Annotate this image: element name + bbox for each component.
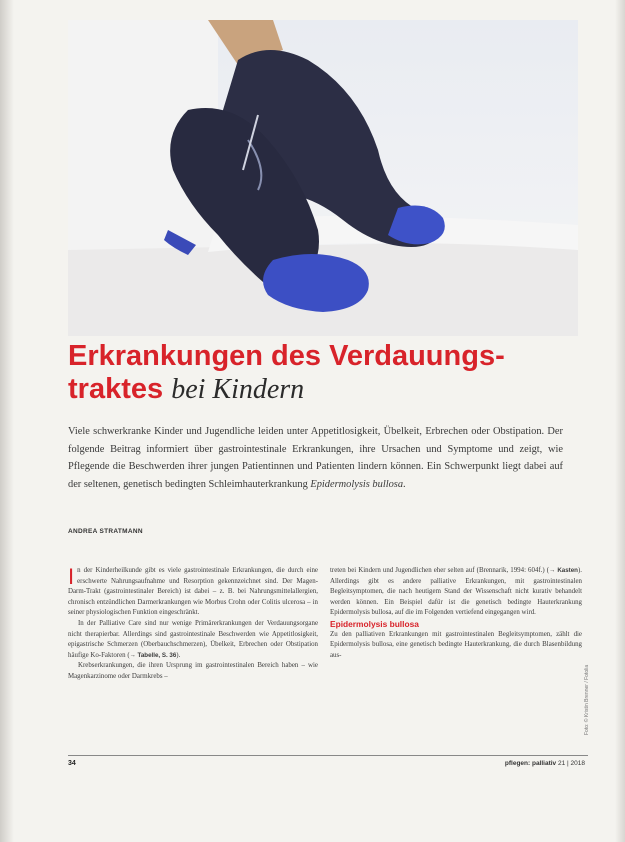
hero-photo	[68, 20, 578, 336]
left-paragraph-2-text: In der Palliative Care sind nur wenige Primärerkrankungen der Verdauungsorgane nicht therapierbar. Allerdings sind gastrointestinale Beschwerden wie Appetitlosigkeit, epigastrische Schmerzen (Oberbauchschmerzen), Übelkeit, Erbrechen oder Obstipation häufige Ko-Faktoren (	[68, 619, 318, 659]
table-reference-link[interactable]: → Tabelle, S. 36	[129, 651, 177, 659]
footer-divider	[68, 755, 588, 756]
scan-right-edge	[615, 0, 625, 842]
left-paragraph-2-end: ).	[176, 651, 181, 659]
right-paragraph-1-text: treten bei Kindern und Jugendlichen eher selten auf (Brennarik, 1994: 604f.) (	[330, 567, 550, 574]
lead-text: Viele schwerkranke Kinder und Jugendliche leiden unter Appetitlosigkeit, Übelkeit, Erbrechen oder Obstipation. Der folgende Beitrag informiert über gastrointestinale Erkrankungen, ihre Ursachen und Symptome und zeigt, wie Pflegende die Beschwerden ihrer jungen Patientinnen und Patienten lindern können. Ein Schwerpunkt liegt dabei auf der seltenen, genetisch bedingten Schleimhauterkrankung	[68, 426, 563, 490]
article-title	[68, 340, 588, 406]
scan-left-edge	[0, 0, 14, 842]
author-name: ANDREA STRATMANN	[68, 528, 143, 535]
title-italic-phrase: bei Kindern	[171, 374, 305, 405]
page-number: 34	[68, 760, 76, 767]
left-paragraph-1-text: n der Kinderheilkunde gibt es viele gastrointestinale Erkrankungen, die durch eine erschwerte Nahrungsaufnahme und Resorption gekennzeichnet sind. Der Magen-Darm-Trakt (gastrointestinaler Bereich) ist dabei – z. B. bei Nahrungsmittelallergien, chronisch entzündlichen Darmerkrankungen wie Morbus Crohn oder Colitis ulcerosa – in seiner physiologischen Funktion eingeschränkt.	[68, 567, 318, 617]
lead-emphasis: Epidermolysis bullosa	[310, 478, 404, 490]
right-paragraph-1	[330, 566, 582, 619]
drop-cap: I	[68, 566, 75, 589]
left-paragraph-3: Krebserkrankungen, die ihren Ursprung im gastrointestinalen Bereich haben – wie Magenkarzinome oder Darmkrebs –	[68, 662, 318, 680]
right-paragraph-2: Zu den palliativen Erkrankungen mit gastrointestinalen Begleitsymptomen, zählt die Epidermolysis bullosa, eine genetisch bedingte Hauterkrankung, die durch Blasenbildung aus-	[330, 630, 582, 659]
lead-paragraph	[68, 423, 563, 493]
body-column-right	[330, 566, 582, 661]
child-feet-illustration	[68, 20, 578, 336]
journal-info	[505, 760, 585, 767]
journal-name: pflegen: palliativ	[504, 760, 557, 767]
body-column-left	[68, 566, 318, 734]
right-paragraph-1-end: ). Allerdings gibt es andere palliative Erkrankungen, mit gastrointestinalen Begleitsymptomen, die nach heutigem Stand der Wissenschaft nicht kurativ behandelt werden können. Ein Beispiel dafür ist die genetisch bedingte Hauterkrankung Epidermolysis bullosa, auf die im Folgenden vertiefend eingegangen wird.	[330, 567, 582, 617]
photo-credit	[584, 620, 596, 735]
box-reference-link[interactable]: → Kasten	[549, 567, 578, 574]
left-paragraph-1	[68, 566, 318, 619]
lead-end: .	[403, 478, 406, 490]
journal-issue: 21 | 2018	[558, 760, 585, 767]
photo-credit-text: Foto: © Kristin Brenner / Fotolia	[584, 664, 590, 735]
title-line-1: Erkrankungen des Verdauungs-	[68, 340, 505, 372]
title-bold-word: traktes	[68, 373, 164, 405]
section-subheading: Epidermolysis bullosa	[330, 618, 419, 629]
left-paragraph-2	[68, 619, 318, 661]
title-line-2	[68, 373, 588, 406]
